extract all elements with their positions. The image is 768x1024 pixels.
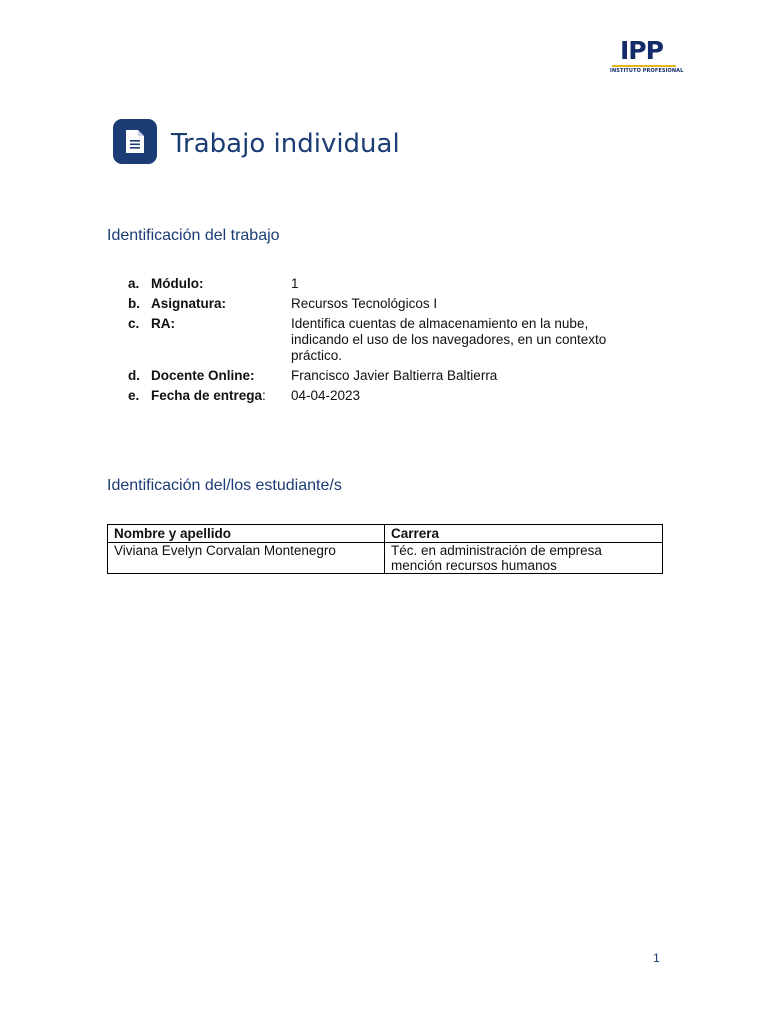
field-label: Módulo:	[151, 276, 204, 291]
field-asignatura	[128, 296, 648, 312]
table-header-row	[108, 525, 663, 543]
logo-underline	[612, 65, 676, 67]
field-letter: c.	[128, 316, 140, 331]
field-value: Francisco Javier Baltierra Baltierra	[291, 368, 498, 383]
field-label: Asignatura:	[151, 296, 227, 311]
field-value: Identifica cuentas de almacenamiento en la nube, indicando el uso de los navegadores, en un contexto práctico.	[291, 316, 607, 363]
table-row	[108, 543, 663, 574]
field-label: RA:	[151, 316, 175, 331]
ipp-logo	[610, 36, 684, 74]
field-label: Docente Online:	[151, 368, 255, 383]
field-fecha	[128, 388, 648, 404]
page-title: Trabajo individual	[171, 129, 400, 159]
field-modulo	[128, 276, 648, 292]
field-value: Recursos Tecnológicos I	[291, 296, 438, 311]
work-fields-list	[128, 276, 648, 408]
students-table	[107, 524, 663, 574]
students-identification-heading: Identificación del/los estudiante/s	[107, 477, 342, 494]
logo-mark: IPP	[620, 36, 663, 65]
logo-subtitle: INSTITUTO PROFESIONAL	[610, 68, 684, 74]
column-header-career: Carrera	[385, 525, 663, 543]
work-identification-heading: Identificación del trabajo	[107, 227, 280, 244]
student-career-cell: Téc. en administración de empresa mención recursos humanos	[385, 543, 663, 574]
field-label: Fecha de entrega:	[151, 388, 266, 403]
field-letter: d.	[128, 368, 140, 383]
field-letter: a.	[128, 276, 140, 291]
field-letter: e.	[128, 388, 140, 403]
field-letter: b.	[128, 296, 140, 311]
column-header-name: Nombre y apellido	[108, 525, 385, 543]
field-docente	[128, 368, 648, 384]
student-name-cell: Viviana Evelyn Corvalan Montenegro	[108, 543, 385, 574]
page-number: 1	[653, 951, 660, 965]
field-ra	[128, 316, 648, 364]
field-value: 04-04-2023	[291, 388, 361, 403]
document-icon	[113, 119, 157, 164]
field-value: 1	[291, 276, 299, 291]
